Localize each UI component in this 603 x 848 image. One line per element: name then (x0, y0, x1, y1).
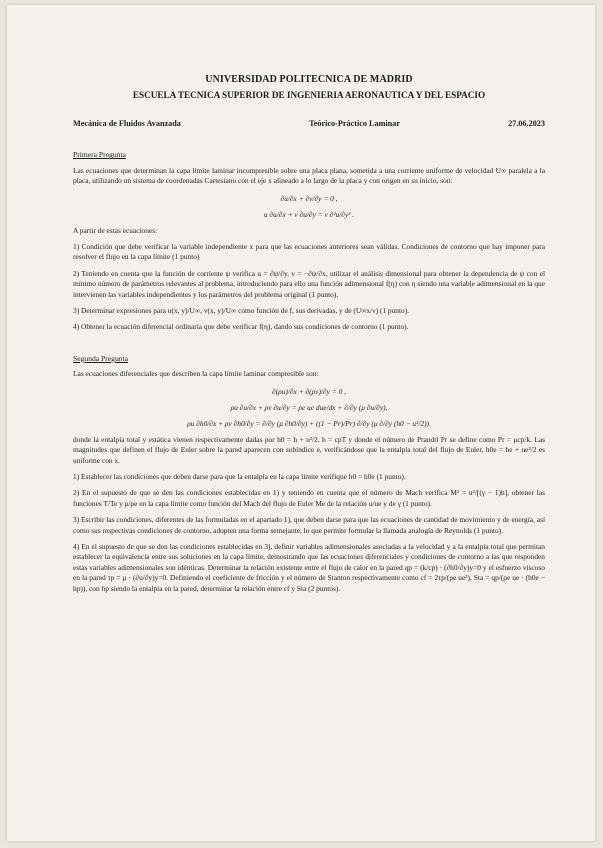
school-name: ESCUELA TECNICA SUPERIOR DE INGENIERIA AERONAUTICA Y DEL ESPACIO (132, 90, 486, 100)
exam-type: Teórico-Práctico Laminar (309, 119, 400, 128)
q1-item-1: 1) Condición que debe verificar la variable independiente x para que las ecuaciones anteriores sean válidas. Condiciones de contorno que hay imponer para resolver el flujo en la capa límite (1 punto) (73, 242, 545, 262)
q2-eq-momentum: ρu ∂u/∂x + ρv ∂u/∂y = ρe ue due/dx + ∂/∂y (μ ∂u/∂y), (230, 402, 388, 412)
q1-equations (73, 192, 545, 221)
exam-sheet (7, 5, 595, 841)
q2-intro: Las ecuaciones diferenciales que describen la capa límite laminar compresible son: (73, 369, 319, 379)
q2-equations (73, 385, 545, 430)
q2-eq-energy: ρu ∂h0/∂x + ρv ∂h0/∂y = ∂/∂y (μ ∂h0/∂y) + ((1 − Pr)/Pr) ∂/∂y (μ ∂/∂y (h0 − u²/2)). (187, 418, 431, 428)
subject-row (73, 119, 545, 129)
q1-item-4: 4) Obtener la ecuación diferencial ordinaria que debe verificar f(η), dando sus condiciones de contorno (1 punto). (73, 322, 409, 332)
q1-eq-continuity: ∂u/∂x + ∂v/∂y = 0 , (280, 193, 338, 203)
q1-intro: Las ecuaciones que determinan la capa límite laminar incompresible sobre una placa plana, sometida a una corriente uniforme de velocidad U∞ paralela a la placa, utilizando un sistema de coordenadas Cartesiano con el eje x alineado a lo largo de la placa y con origen en su inicio, son: (73, 165, 545, 186)
q2-item-2: 2) En el supuesto de que se den las condiciones establecidas en 1) y teniendo en cuenta que el número de Mach verifica M² = u²/[(γ − 1)h], obtener las funciones T/Te y ρ/ρe en la capa límite como función del Mach del flujo de Euler Me de la relación u/ue y de γ (1 punto). (73, 488, 545, 508)
exam-date: 27.06.2023 (508, 119, 545, 128)
q2-item-3: 3) Escribir las condiciones, diferentes de las formuladas en el apartado 1), que deben darse para que las ecuaciones de cantidad de movimiento y de energía, así como sus respectivas condiciones de contorno, adopten una forma semejante, lo que permite formular la llamada analogía de Reynolds (1 punto). (73, 515, 545, 535)
exam-content (73, 73, 545, 594)
q2-eq-continuity: ∂(ρu)/∂x + ∂(ρv)/∂y = 0 , (272, 386, 346, 396)
subject-name: Mecánica de Fluidos Avanzada (73, 119, 181, 128)
q2-paragraph: donde la entalpía total y estática vienen respectivamente dadas por h0 = h + u²/2, h = cpT y donde el número de Prandtl Pr se define como Pr = μcp/k. Las magnitudes que definen el flujo de Euler sobre la pared aparecen con subíndice e, verificándose que la entalpía total del flujo de Euler, h0e = he + ue²/2 es uniforme con x. (73, 434, 545, 465)
university-name: UNIVERSIDAD POLITECNICA DE MADRID (205, 74, 413, 85)
q1-title: Primera Pregunta (73, 150, 126, 160)
q2-title: Segunda Pregunta (73, 353, 129, 363)
q1-eq-momentum: u ∂u/∂x + v ∂u/∂y = ν ∂²u/∂y² . (263, 209, 355, 219)
q1-item-3: 3) Determinar expresiones para u(x, y)/U∞, v(x, y)/U∞ como función de f, sus derivadas, y de (U∞x/ν) (1 punto). (73, 306, 410, 316)
q2-item-4: 4) En el supuesto de que se den las condiciones establecidas en 3), definir variables adimensionales asociadas a la velocidad y a la entalpía total que permitan establecer la equivalencia entre sus soluciones en la capa límite, demostrando que las ecuaciones diferenciales y condiciones de contorno a las que responden estas variables adimensionales son idénticas. Determinar la relación existente entre el flujo de calor en la pared qp = (k/cp) · (∂h0/∂y)y=0 y el esfuerzo viscoso en la pared τp = μ · (∂u/∂y)y=0. Definiendo el coeficiente de fricción y el número de Stanton respectivamente como cf = 2τp/(ρe ue²), Sta = qp/(ρe ue · (h0e − hp)), con hp siendo la entalpía en la pared, determinar la relación entre cf y Sta (2 puntos). (73, 541, 545, 593)
q1-item-2: 2) Teniendo en cuenta que la función de corriente ψ verifica u = ∂ψ/∂y, v = −∂ψ/∂x, utilizar el análisis dimensional para obtener la dependencia de ψ con el mínimo número de parámetros relevantes al problema, introduciendo para ello una función adimensional f(η) con η siendo una variable adimensional en la que intervienen las variables independientes y los parámetros del problema original (1 punto). (73, 268, 545, 299)
q2-item-1: 1) Establecer las condiciones que deben darse para que la entalpía en la capa límite verifique h0 = h0e (1 punto). (73, 471, 406, 481)
q1-after: A partir de estas ecuaciones: (73, 225, 158, 235)
